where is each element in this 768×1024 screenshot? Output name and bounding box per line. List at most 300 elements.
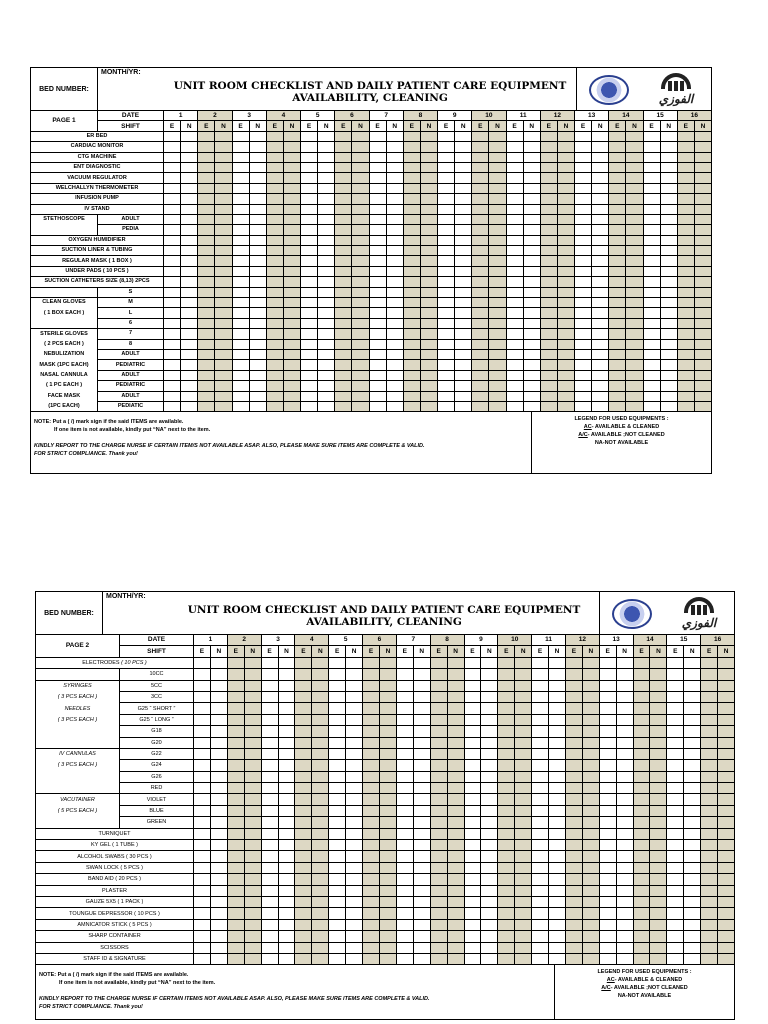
check-cell[interactable] [575, 318, 592, 328]
check-cell[interactable] [430, 919, 447, 930]
check-cell[interactable] [464, 817, 481, 828]
check-cell[interactable] [329, 691, 346, 702]
check-cell[interactable] [549, 862, 566, 873]
check-cell[interactable] [455, 225, 472, 235]
check-cell[interactable] [549, 931, 566, 942]
check-cell[interactable] [616, 953, 633, 964]
check-cell[interactable] [549, 851, 566, 862]
check-cell[interactable] [582, 669, 599, 680]
check-cell[interactable] [210, 680, 227, 691]
check-cell[interactable] [346, 953, 363, 964]
check-cell[interactable] [244, 908, 261, 919]
check-cell[interactable] [557, 329, 574, 339]
check-cell[interactable] [540, 329, 557, 339]
check-cell[interactable] [244, 840, 261, 851]
check-cell[interactable] [215, 152, 232, 162]
check-cell[interactable] [616, 760, 633, 771]
check-cell[interactable] [194, 942, 211, 953]
check-cell[interactable] [633, 828, 650, 839]
check-cell[interactable] [295, 669, 312, 680]
check-cell[interactable] [660, 204, 677, 214]
check-cell[interactable] [540, 235, 557, 245]
check-cell[interactable] [515, 953, 532, 964]
check-cell[interactable] [532, 828, 549, 839]
check-cell[interactable] [481, 840, 498, 851]
check-cell[interactable] [660, 142, 677, 152]
check-cell[interactable] [718, 657, 735, 668]
check-cell[interactable] [481, 737, 498, 748]
check-cell[interactable] [515, 771, 532, 782]
check-cell[interactable] [420, 183, 437, 193]
check-cell[interactable] [346, 919, 363, 930]
check-cell[interactable] [650, 908, 667, 919]
check-cell[interactable] [318, 329, 335, 339]
check-cell[interactable] [489, 401, 506, 411]
check-cell[interactable] [498, 669, 515, 680]
check-cell[interactable] [592, 381, 609, 391]
check-cell[interactable] [515, 783, 532, 794]
check-cell[interactable] [592, 204, 609, 214]
check-cell[interactable] [278, 908, 295, 919]
check-cell[interactable] [318, 225, 335, 235]
check-cell[interactable] [438, 235, 455, 245]
check-cell[interactable] [261, 874, 278, 885]
check-cell[interactable] [677, 142, 694, 152]
check-cell[interactable] [266, 256, 283, 266]
check-cell[interactable] [667, 885, 684, 896]
check-cell[interactable] [198, 235, 215, 245]
check-cell[interactable] [464, 805, 481, 816]
check-cell[interactable] [301, 204, 318, 214]
check-cell[interactable] [694, 381, 711, 391]
check-cell[interactable] [329, 919, 346, 930]
check-cell[interactable] [363, 908, 380, 919]
check-cell[interactable] [352, 360, 369, 370]
check-cell[interactable] [633, 771, 650, 782]
check-cell[interactable] [283, 401, 300, 411]
check-cell[interactable] [523, 401, 540, 411]
check-cell[interactable] [363, 931, 380, 942]
check-cell[interactable] [210, 748, 227, 759]
check-cell[interactable] [684, 657, 701, 668]
check-cell[interactable] [227, 760, 244, 771]
check-cell[interactable] [718, 942, 735, 953]
check-cell[interactable] [244, 931, 261, 942]
check-cell[interactable] [523, 360, 540, 370]
check-cell[interactable] [352, 381, 369, 391]
check-cell[interactable] [194, 691, 211, 702]
check-cell[interactable] [447, 885, 464, 896]
check-cell[interactable] [506, 349, 523, 359]
check-cell[interactable] [244, 794, 261, 805]
check-cell[interactable] [438, 360, 455, 370]
check-cell[interactable] [403, 214, 420, 224]
check-cell[interactable] [413, 874, 430, 885]
check-cell[interactable] [701, 737, 718, 748]
check-cell[interactable] [609, 162, 626, 172]
check-cell[interactable] [650, 840, 667, 851]
check-cell[interactable] [616, 748, 633, 759]
check-cell[interactable] [609, 183, 626, 193]
check-cell[interactable] [210, 840, 227, 851]
check-cell[interactable] [420, 381, 437, 391]
check-cell[interactable] [599, 885, 616, 896]
check-cell[interactable] [660, 391, 677, 401]
check-cell[interactable] [650, 862, 667, 873]
check-cell[interactable] [329, 817, 346, 828]
check-cell[interactable] [430, 874, 447, 885]
check-cell[interactable] [413, 726, 430, 737]
check-cell[interactable] [198, 401, 215, 411]
check-cell[interactable] [472, 370, 489, 380]
check-cell[interactable] [301, 318, 318, 328]
check-cell[interactable] [532, 794, 549, 805]
check-cell[interactable] [403, 349, 420, 359]
check-cell[interactable] [413, 691, 430, 702]
check-cell[interactable] [335, 152, 352, 162]
check-cell[interactable] [718, 714, 735, 725]
check-cell[interactable] [506, 152, 523, 162]
check-cell[interactable] [660, 277, 677, 287]
check-cell[interactable] [455, 381, 472, 391]
check-cell[interactable] [718, 794, 735, 805]
check-cell[interactable] [523, 214, 540, 224]
check-cell[interactable] [565, 760, 582, 771]
check-cell[interactable] [540, 370, 557, 380]
check-cell[interactable] [650, 691, 667, 702]
check-cell[interactable] [455, 339, 472, 349]
check-cell[interactable] [379, 794, 396, 805]
check-cell[interactable] [582, 771, 599, 782]
check-cell[interactable] [363, 691, 380, 702]
check-cell[interactable] [532, 657, 549, 668]
check-cell[interactable] [481, 896, 498, 907]
check-cell[interactable] [215, 162, 232, 172]
check-cell[interactable] [363, 680, 380, 691]
check-cell[interactable] [549, 953, 566, 964]
check-cell[interactable] [650, 737, 667, 748]
check-cell[interactable] [181, 235, 198, 245]
check-cell[interactable] [295, 931, 312, 942]
check-cell[interactable] [352, 287, 369, 297]
check-cell[interactable] [633, 953, 650, 964]
check-cell[interactable] [523, 204, 540, 214]
check-cell[interactable] [557, 142, 574, 152]
check-cell[interactable] [455, 349, 472, 359]
check-cell[interactable] [609, 277, 626, 287]
check-cell[interactable] [283, 349, 300, 359]
check-cell[interactable] [575, 162, 592, 172]
check-cell[interactable] [244, 771, 261, 782]
check-cell[interactable] [346, 874, 363, 885]
check-cell[interactable] [667, 703, 684, 714]
check-cell[interactable] [557, 349, 574, 359]
check-cell[interactable] [413, 931, 430, 942]
check-cell[interactable] [403, 391, 420, 401]
check-cell[interactable] [565, 703, 582, 714]
check-cell[interactable] [626, 142, 643, 152]
check-cell[interactable] [481, 748, 498, 759]
check-cell[interactable] [660, 339, 677, 349]
check-cell[interactable] [633, 862, 650, 873]
check-cell[interactable] [403, 277, 420, 287]
check-cell[interactable] [210, 691, 227, 702]
check-cell[interactable] [515, 942, 532, 953]
check-cell[interactable] [684, 896, 701, 907]
check-cell[interactable] [210, 874, 227, 885]
check-cell[interactable] [352, 370, 369, 380]
check-cell[interactable] [694, 142, 711, 152]
check-cell[interactable] [430, 794, 447, 805]
check-cell[interactable] [164, 360, 181, 370]
check-cell[interactable] [278, 657, 295, 668]
check-cell[interactable] [352, 173, 369, 183]
check-cell[interactable] [684, 953, 701, 964]
check-cell[interactable] [249, 339, 266, 349]
check-cell[interactable] [283, 142, 300, 152]
check-cell[interactable] [540, 214, 557, 224]
check-cell[interactable] [164, 370, 181, 380]
check-cell[interactable] [575, 401, 592, 411]
check-cell[interactable] [481, 771, 498, 782]
check-cell[interactable] [575, 329, 592, 339]
check-cell[interactable] [164, 308, 181, 318]
check-cell[interactable] [413, 714, 430, 725]
check-cell[interactable] [532, 874, 549, 885]
check-cell[interactable] [266, 131, 283, 141]
check-cell[interactable] [215, 360, 232, 370]
check-cell[interactable] [667, 931, 684, 942]
check-cell[interactable] [346, 680, 363, 691]
check-cell[interactable] [532, 805, 549, 816]
check-cell[interactable] [599, 862, 616, 873]
check-cell[interactable] [447, 953, 464, 964]
check-cell[interactable] [489, 381, 506, 391]
check-cell[interactable] [312, 908, 329, 919]
check-cell[interactable] [379, 896, 396, 907]
check-cell[interactable] [261, 805, 278, 816]
check-cell[interactable] [498, 931, 515, 942]
check-cell[interactable] [420, 360, 437, 370]
check-cell[interactable] [557, 370, 574, 380]
check-cell[interactable] [599, 805, 616, 816]
check-cell[interactable] [318, 277, 335, 287]
check-cell[interactable] [701, 771, 718, 782]
check-cell[interactable] [609, 391, 626, 401]
check-cell[interactable] [420, 235, 437, 245]
check-cell[interactable] [472, 329, 489, 339]
check-cell[interactable] [549, 885, 566, 896]
check-cell[interactable] [403, 339, 420, 349]
check-cell[interactable] [278, 680, 295, 691]
check-cell[interactable] [464, 874, 481, 885]
check-cell[interactable] [616, 726, 633, 737]
check-cell[interactable] [396, 953, 413, 964]
check-cell[interactable] [261, 908, 278, 919]
check-cell[interactable] [489, 235, 506, 245]
check-cell[interactable] [266, 235, 283, 245]
check-cell[interactable] [261, 953, 278, 964]
check-cell[interactable] [667, 657, 684, 668]
check-cell[interactable] [464, 703, 481, 714]
check-cell[interactable] [198, 349, 215, 359]
check-cell[interactable] [379, 851, 396, 862]
check-cell[interactable] [420, 308, 437, 318]
check-cell[interactable] [616, 657, 633, 668]
check-cell[interactable] [549, 669, 566, 680]
check-cell[interactable] [232, 152, 249, 162]
check-cell[interactable] [181, 318, 198, 328]
check-cell[interactable] [616, 851, 633, 862]
check-cell[interactable] [643, 360, 660, 370]
check-cell[interactable] [532, 726, 549, 737]
check-cell[interactable] [363, 942, 380, 953]
check-cell[interactable] [181, 246, 198, 256]
check-cell[interactable] [438, 246, 455, 256]
check-cell[interactable] [549, 919, 566, 930]
check-cell[interactable] [244, 805, 261, 816]
check-cell[interactable] [565, 691, 582, 702]
check-cell[interactable] [718, 783, 735, 794]
check-cell[interactable] [232, 183, 249, 193]
check-cell[interactable] [318, 235, 335, 245]
check-cell[interactable] [498, 714, 515, 725]
check-cell[interactable] [472, 225, 489, 235]
check-cell[interactable] [227, 691, 244, 702]
check-cell[interactable] [369, 162, 386, 172]
check-cell[interactable] [549, 726, 566, 737]
check-cell[interactable] [667, 691, 684, 702]
check-cell[interactable] [489, 131, 506, 141]
check-cell[interactable] [498, 703, 515, 714]
check-cell[interactable] [633, 851, 650, 862]
check-cell[interactable] [609, 339, 626, 349]
check-cell[interactable] [438, 183, 455, 193]
check-cell[interactable] [232, 370, 249, 380]
check-cell[interactable] [312, 771, 329, 782]
check-cell[interactable] [352, 152, 369, 162]
check-cell[interactable] [549, 680, 566, 691]
check-cell[interactable] [523, 235, 540, 245]
check-cell[interactable] [660, 194, 677, 204]
check-cell[interactable] [318, 204, 335, 214]
check-cell[interactable] [396, 794, 413, 805]
check-cell[interactable] [592, 152, 609, 162]
check-cell[interactable] [650, 828, 667, 839]
check-cell[interactable] [616, 874, 633, 885]
check-cell[interactable] [481, 908, 498, 919]
check-cell[interactable] [438, 318, 455, 328]
check-cell[interactable] [694, 235, 711, 245]
check-cell[interactable] [684, 669, 701, 680]
check-cell[interactable] [694, 277, 711, 287]
check-cell[interactable] [515, 680, 532, 691]
check-cell[interactable] [379, 669, 396, 680]
check-cell[interactable] [278, 726, 295, 737]
check-cell[interactable] [266, 266, 283, 276]
check-cell[interactable] [181, 266, 198, 276]
check-cell[interactable] [352, 277, 369, 287]
check-cell[interactable] [660, 246, 677, 256]
check-cell[interactable] [532, 931, 549, 942]
check-cell[interactable] [369, 173, 386, 183]
check-cell[interactable] [643, 173, 660, 183]
check-cell[interactable] [249, 204, 266, 214]
check-cell[interactable] [599, 737, 616, 748]
check-cell[interactable] [295, 783, 312, 794]
check-cell[interactable] [660, 162, 677, 172]
check-cell[interactable] [481, 691, 498, 702]
check-cell[interactable] [599, 851, 616, 862]
check-cell[interactable] [609, 381, 626, 391]
check-cell[interactable] [694, 318, 711, 328]
check-cell[interactable] [403, 142, 420, 152]
check-cell[interactable] [266, 173, 283, 183]
check-cell[interactable] [215, 370, 232, 380]
check-cell[interactable] [266, 246, 283, 256]
check-cell[interactable] [335, 162, 352, 172]
check-cell[interactable] [261, 657, 278, 668]
check-cell[interactable] [198, 381, 215, 391]
check-cell[interactable] [403, 162, 420, 172]
check-cell[interactable] [565, 771, 582, 782]
check-cell[interactable] [386, 339, 403, 349]
check-cell[interactable] [515, 726, 532, 737]
check-cell[interactable] [278, 885, 295, 896]
check-cell[interactable] [266, 381, 283, 391]
check-cell[interactable] [489, 183, 506, 193]
check-cell[interactable] [532, 953, 549, 964]
check-cell[interactable] [227, 794, 244, 805]
check-cell[interactable] [249, 131, 266, 141]
check-cell[interactable] [278, 828, 295, 839]
check-cell[interactable] [283, 391, 300, 401]
check-cell[interactable] [532, 737, 549, 748]
check-cell[interactable] [464, 885, 481, 896]
check-cell[interactable] [232, 401, 249, 411]
check-cell[interactable] [215, 214, 232, 224]
check-cell[interactable] [609, 318, 626, 328]
check-cell[interactable] [369, 318, 386, 328]
check-cell[interactable] [633, 748, 650, 759]
check-cell[interactable] [369, 246, 386, 256]
check-cell[interactable] [515, 862, 532, 873]
check-cell[interactable] [194, 828, 211, 839]
check-cell[interactable] [506, 225, 523, 235]
check-cell[interactable] [481, 851, 498, 862]
check-cell[interactable] [650, 748, 667, 759]
check-cell[interactable] [557, 214, 574, 224]
check-cell[interactable] [609, 173, 626, 183]
check-cell[interactable] [295, 680, 312, 691]
check-cell[interactable] [283, 381, 300, 391]
check-cell[interactable] [633, 794, 650, 805]
check-cell[interactable] [198, 152, 215, 162]
check-cell[interactable] [523, 246, 540, 256]
check-cell[interactable] [438, 391, 455, 401]
check-cell[interactable] [565, 737, 582, 748]
check-cell[interactable] [677, 318, 694, 328]
check-cell[interactable] [650, 726, 667, 737]
check-cell[interactable] [540, 183, 557, 193]
check-cell[interactable] [506, 162, 523, 172]
check-cell[interactable] [718, 817, 735, 828]
check-cell[interactable] [210, 851, 227, 862]
check-cell[interactable] [301, 360, 318, 370]
check-cell[interactable] [413, 840, 430, 851]
check-cell[interactable] [481, 714, 498, 725]
check-cell[interactable] [532, 669, 549, 680]
